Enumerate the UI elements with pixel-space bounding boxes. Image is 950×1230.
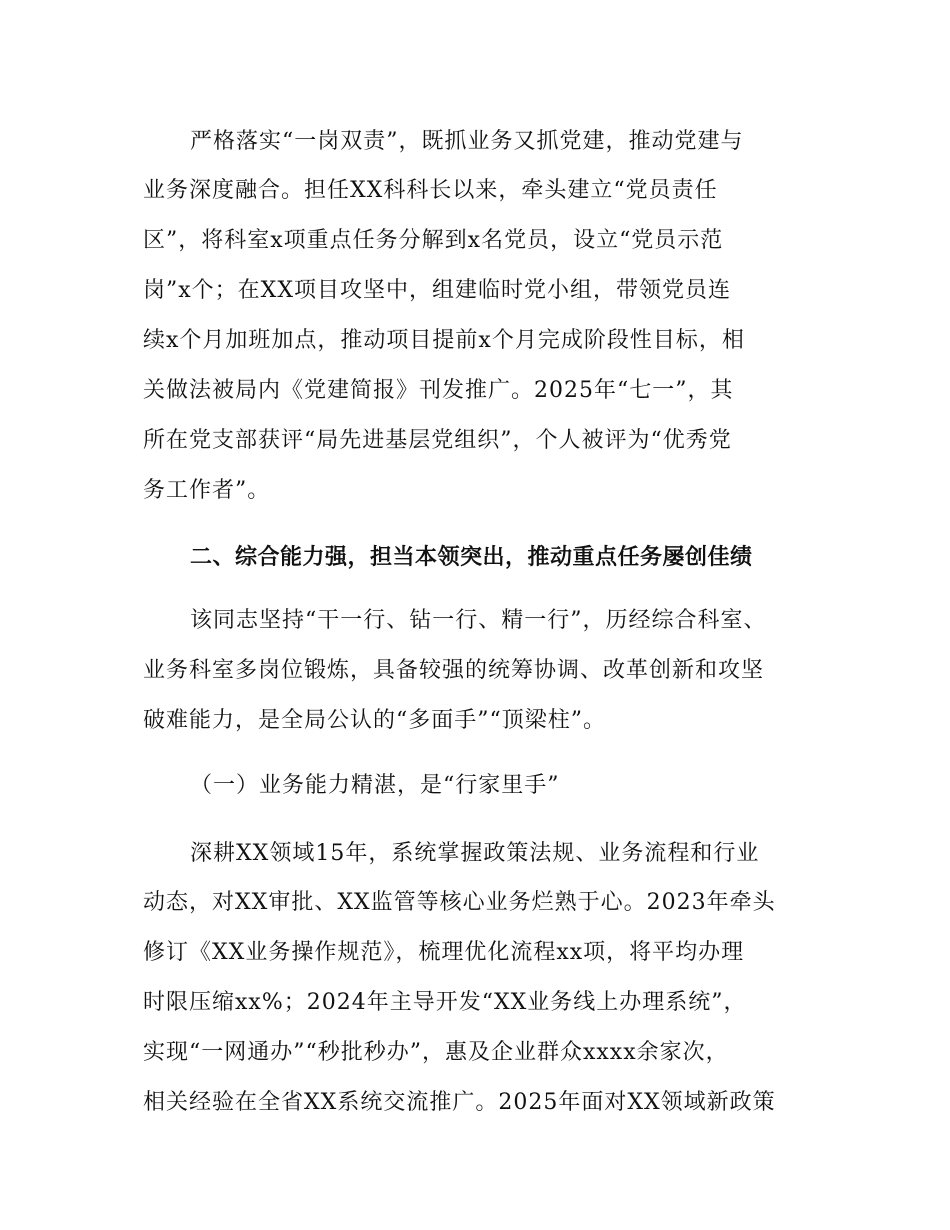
paragraph-line: 实现“一网通办”“秒批秒办”，惠及企业群众xxxx余家次， — [143, 1040, 729, 1065]
paragraph-line: 业务科室多岗位锻炼，具备较强的统筹协调、改革创新和攻坚 — [143, 658, 765, 683]
paragraph-line: 修订《XX业务操作规范》，梳理优化流程xx项，将平均办理 — [143, 940, 745, 965]
paragraph-line: 业务深度融合。担任XX科科长以来，牵头建立“党员责任 — [143, 178, 718, 203]
paragraph-line: 该同志坚持“干一行、钻一行、精一行”，历经综合科室、 — [190, 608, 767, 633]
paragraph-line: 破难能力，是全局公认的“多面手”“顶梁柱”。 — [143, 708, 606, 733]
section-heading: 二、综合能力强，担当本领突出，推动重点任务屡创佳绩 — [190, 545, 753, 570]
paragraph-line: 岗”x个；在XX项目攻坚中，组建临时党小组，带领党员连 — [143, 278, 731, 303]
paragraph-line: 关做法被局内《党建简报》刊发推广。2025年“七一”，其 — [143, 378, 734, 403]
paragraph-line: 严格落实“一岗双责”，既抓业务又抓党建，推动党建与 — [190, 129, 744, 154]
paragraph-line: 务工作者”。 — [143, 478, 271, 503]
paragraph-line: 相关经验在全省XX系统交流推广。2025年面对XX领域新政策 — [143, 1090, 776, 1115]
paragraph-line: 续x个月加班加点，推动项目提前x个月完成阶段性目标，相 — [143, 328, 745, 353]
paragraph-line: 区”，将科室x项重点任务分解到x名党员，设立“党员示范 — [143, 228, 724, 253]
paragraph-line: 所在党支部获评“局先进基层党组织”，个人被评为“优秀党 — [143, 428, 732, 453]
paragraph-line: 动态，对XX审批、XX监管等核心业务烂熟于心。2023年牵头 — [143, 890, 776, 915]
paragraph-line: 深耕XX领域15年，系统掌握政策法规、业务流程和行业 — [190, 841, 760, 866]
subsection-heading: （一）业务能力精湛，是“行家里手” — [190, 773, 560, 798]
paragraph-line: 时限压缩xx%；2024年主导开发“XX业务线上办理系统”， — [143, 990, 747, 1015]
